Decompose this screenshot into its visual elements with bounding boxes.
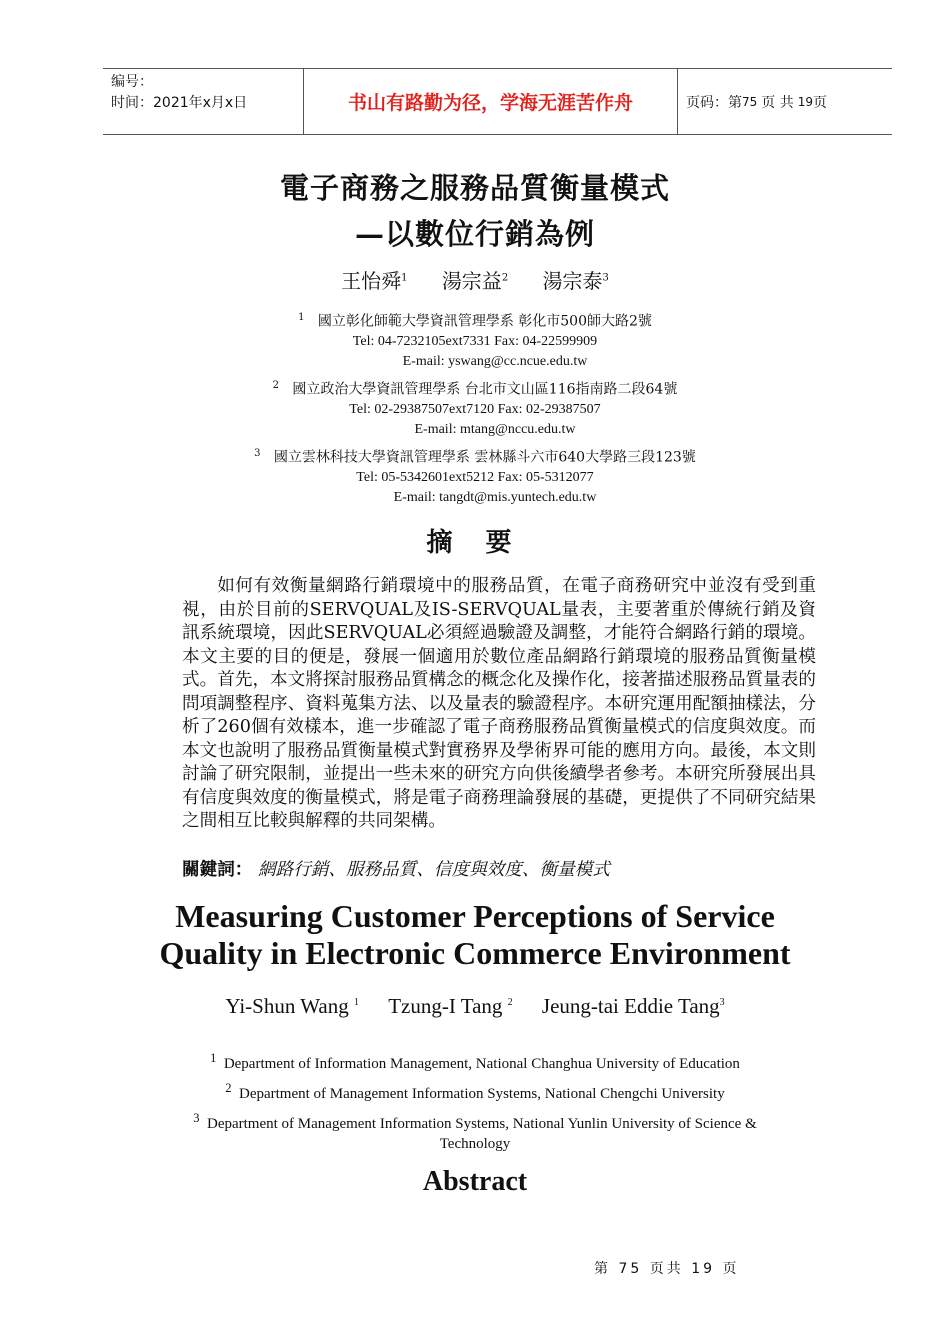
affiliation-zh-3: $^3$ 國立雲林科技大學資訊管理學系 雲林縣斗六市640大學路三段123號 Tel: 05-5342601ext5212 Fax: 05-5312077 E-mail: tangdt@mis.yuntech.edu.tw <box>254 448 696 505</box>
affiliation-zh-1: $^1$ 國立彰化師範大學資訊管理學系 彰化市500師大路2號 Tel: 04-7232105ext7331 Fax: 04-22599909 E-mail: yswang@cc.ncue.edu.tw <box>298 312 652 369</box>
page-mid: 页 共 <box>761 94 794 111</box>
abstract-zh-body <box>182 575 816 834</box>
keywords-value: 網路行銷、服務品質、信度與效度、衡量模式 <box>257 860 610 880</box>
keywords-label: 關鍵詞： <box>182 859 253 880</box>
author-en-1: Yi-Shun Wang $^1$ <box>225 994 359 1018</box>
motto-cell <box>304 69 678 134</box>
page-footer: 第 75 页共 19 页 <box>594 1261 740 1277</box>
author-en-3: Jeung-tai Eddie Tang$^3$ <box>541 994 725 1018</box>
author-zh-1: 王怡舜$^1$ <box>341 269 408 293</box>
abstract-zh-heading: 摘 要 <box>426 528 524 558</box>
time-label: 时间：2021年x月x日 <box>111 95 248 111</box>
title-en-line1: Measuring Customer Perceptions of Service <box>175 898 775 934</box>
page-current: 75 <box>742 94 758 109</box>
abstract-en-heading: Abstract <box>422 1166 528 1197</box>
header-meta-cell <box>103 69 304 134</box>
motto-text: 书山有路勤为径，学海无涯苦作舟 <box>347 92 633 114</box>
keywords <box>182 856 610 881</box>
title-en-line2: Quality in Electronic Commerce Environment <box>159 935 791 971</box>
affiliation-en-1: $^1$ Department of Information Management, National Changhua University of Education <box>210 1051 740 1072</box>
author-zh-3: 湯宗泰$^3$ <box>542 269 609 293</box>
abstract-zh-paragraph: 如何有效衡量網路行銷環境中的服務品質，在電子商務研究中並沒有受到重視，由於目前的SERVQUAL及IS-SERVQUAL量表，主要著重於傳統行銷及資訊系統環境，因此SERVQUAL必須經過驗證及調整，才能符合網路行銷的環境。本文主要的目的便是，發展一個適用於數位產品網路行銷環境的服務品質衡量模式。首先，本文將探討服務品質構念的概念化及操作化，接著描述服務品質量表的問項調整程序、資料蒐集方法、以及量表的驗證程序。本研究運用配額抽樣法，分析了260個有效樣本，進一步確認了電子商務服務品質衡量模式的信度與效度。而本文也說明了服務品質衡量模式對實務界及學術界可能的應用方向。最後，本文則討論了研究限制，並提出一些未來的研究方向供後續學者參考。本研究所發展出具有信度與效度的衡量模式，將是電子商務理論發展的基礎，更提供了不同研究結果之間相互比較與解釋的共同架構。 <box>182 576 816 831</box>
document-header <box>103 68 892 135</box>
title-zh-line1: 電子商務之服務品質衡量模式 <box>279 171 670 205</box>
authors-zh <box>0 265 950 294</box>
author-en-2: Tzung-I Tang $^2$ <box>388 994 513 1018</box>
author-zh-2: 湯宗益$^2$ <box>441 269 509 293</box>
title-en <box>0 898 950 972</box>
title-zh-line2: —以數位行銷為例 <box>354 217 595 251</box>
affiliation-en-3: $^3$ Department of Management Information Systems, National Yunlin University of Science & Technology <box>193 1111 757 1152</box>
authors-en <box>0 994 950 1019</box>
affiliation-zh-2: $^2$ 國立政治大學資訊管理學系 台北市文山區116指南路二段64號 Tel: 02-29387507ext7120 Fax: 02-29387507 E-mail: mtang@nccu.edu.tw <box>272 380 678 437</box>
page-number-cell <box>678 69 892 134</box>
page-total: 19 <box>797 94 814 109</box>
number-label: 编号： <box>111 74 153 90</box>
affiliation-en-2: $^2$ Department of Management Information Systems, National Chengchi University <box>225 1081 725 1102</box>
page-prefix: 页码：第 <box>686 94 742 111</box>
page-suffix: 页 <box>813 94 828 111</box>
